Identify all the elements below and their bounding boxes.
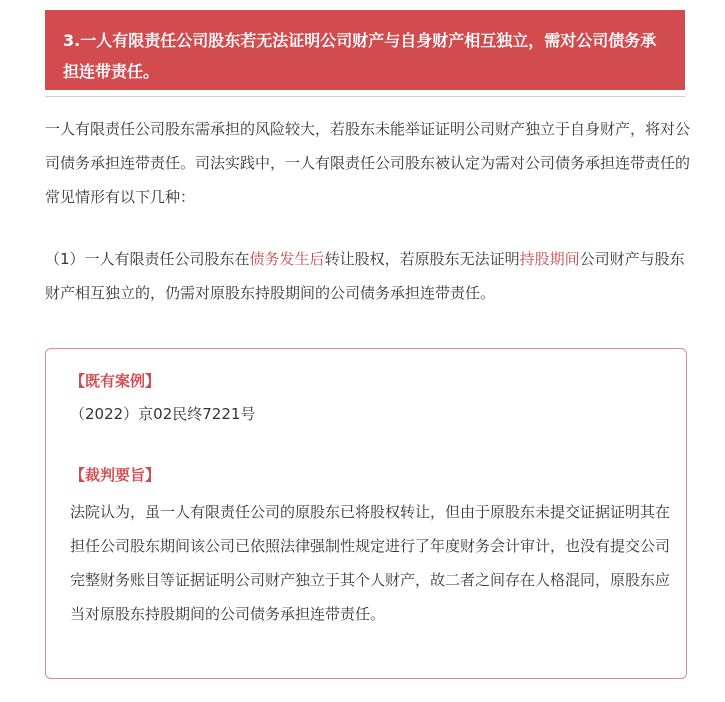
case-1-text-part-2: 转让股权，若原股东无法证明 xyxy=(324,250,520,268)
section-heading xyxy=(45,10,685,90)
section-heading-text: 3.一人有限责任公司股东若无法证明公司财产与自身财产相互独立，需对公司债务承担连带责任。 xyxy=(63,31,657,81)
existing-case-heading: 【既有案例】 xyxy=(70,372,161,390)
ruling-heading: 【裁判要旨】 xyxy=(70,466,161,484)
case-example-box xyxy=(45,348,687,679)
heading-divider xyxy=(45,96,685,97)
intro-paragraph: 一人有限责任公司股东需承担的风险较大，若股东未能举证证明公司财产独立于自身财产，将对公司债务承担连带责任。司法实践中，一人有限责任公司股东被认定为需对公司债务承担连带责任的常见情形有以下几种： xyxy=(45,120,691,206)
case-1-paragraph xyxy=(45,242,690,310)
case-1-highlight-holding-period: 持股期间 xyxy=(519,250,580,268)
case-1-text-part-1: （1）一人有限责任公司股东在 xyxy=(45,250,250,268)
ruling-text: 法院认为，虽一人有限责任公司的原股东已将股权转让，但由于原股东未提交证据证明其在担任公司股东期间该公司已依照法律强制性规定进行了年度财务会计审计，也没有提交公司完整财务账目等证据证明公司财产独立于其个人财产，故二者之间存在人格混同，原股东应当对原股东持股期间的公司债务承担连带责任。 xyxy=(70,503,671,623)
case-number: （2022）京02民终7221号 xyxy=(70,405,256,423)
case-1-highlight-debt-after: 债务发生后 xyxy=(249,250,325,268)
case-1-text-part-3: 公司财产与股东财产相互独立的，仍需对原股东持股期间的公司债务承担连带责任。 xyxy=(45,250,685,302)
